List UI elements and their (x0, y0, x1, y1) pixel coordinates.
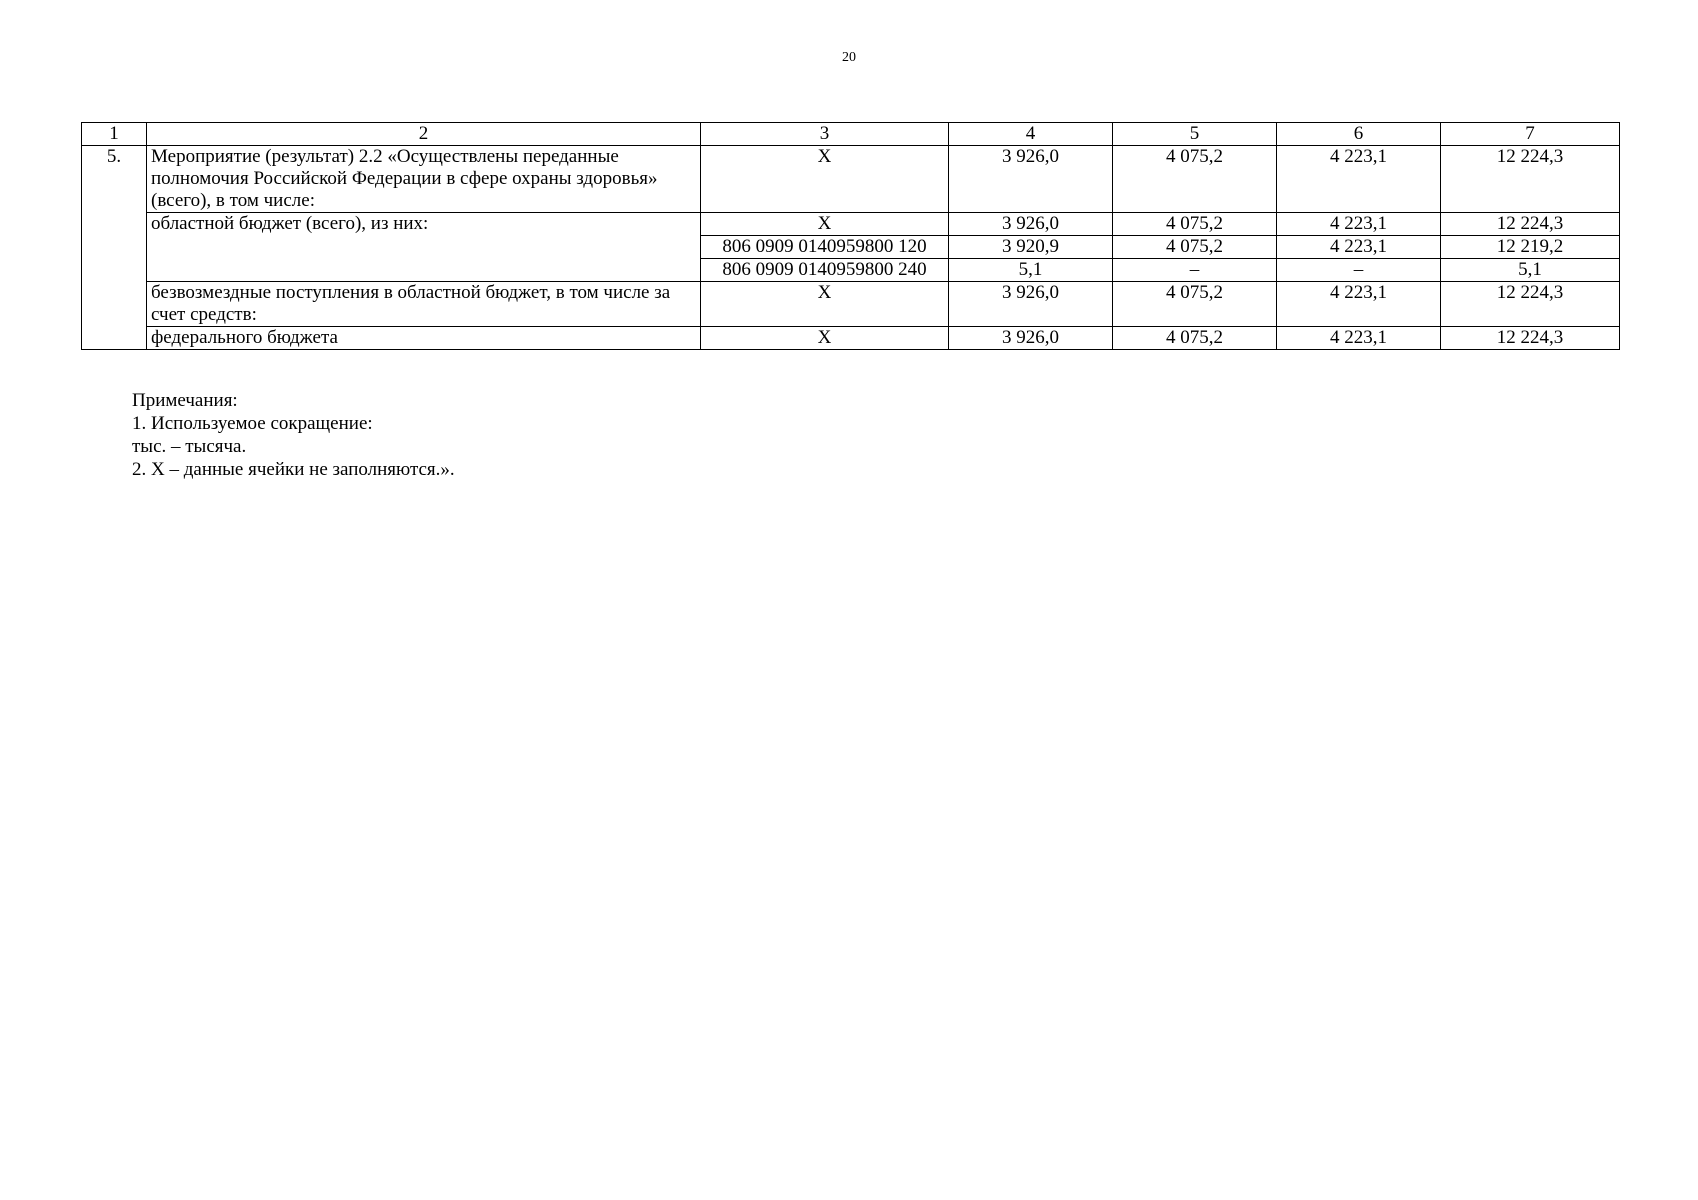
value-col-7: 12 224,3 (1441, 327, 1620, 350)
value-col-5: 4 075,2 (1113, 146, 1277, 213)
header-col-5: 5 (1113, 123, 1277, 146)
value-col-4: 3 926,0 (949, 213, 1113, 236)
note-item: тыс. – тысяча. (132, 436, 247, 457)
budget-code: Х (701, 327, 949, 350)
value-col-4: 3 920,9 (949, 236, 1113, 259)
header-col-6: 6 (1277, 123, 1441, 146)
value-col-6: – (1277, 259, 1441, 282)
value-col-7: 12 224,3 (1441, 213, 1620, 236)
row-name: безвозмездные поступления в областной бюджет, в том числе за счет средств: (147, 282, 701, 327)
value-col-6: 4 223,1 (1277, 282, 1441, 327)
table-row (82, 146, 1620, 213)
value-col-7: 12 224,3 (1441, 146, 1620, 213)
budget-code: Х (701, 213, 949, 236)
row-name: областной бюджет (всего), из них: (147, 213, 701, 282)
header-col-7: 7 (1441, 123, 1620, 146)
notes-title: Примечания: (132, 390, 238, 411)
value-col-5: – (1113, 259, 1277, 282)
budget-code: Х (701, 282, 949, 327)
row-number: 5. (82, 146, 147, 350)
header-col-4: 4 (949, 123, 1113, 146)
table-row (82, 327, 1620, 350)
row-name: федерального бюджета (147, 327, 701, 350)
header-col-1: 1 (82, 123, 147, 146)
table-header-row (82, 123, 1620, 146)
budget-code: 806 0909 0140959800 240 (701, 259, 949, 282)
notes-section (132, 389, 455, 481)
header-col-2: 2 (147, 123, 701, 146)
value-col-6: 4 223,1 (1277, 146, 1441, 213)
note-item: 2. Х – данные ячейки не заполняются.». (132, 459, 455, 480)
table-row (82, 213, 1620, 236)
value-col-7: 12 224,3 (1441, 282, 1620, 327)
value-col-5: 4 075,2 (1113, 282, 1277, 327)
budget-code: Х (701, 146, 949, 213)
note-item: 1. Используемое сокращение: (132, 413, 373, 434)
value-col-5: 4 075,2 (1113, 327, 1277, 350)
value-col-4: 3 926,0 (949, 327, 1113, 350)
value-col-4: 3 926,0 (949, 282, 1113, 327)
table-row (82, 282, 1620, 327)
value-col-4: 5,1 (949, 259, 1113, 282)
row-name: Мероприятие (результат) 2.2 «Осуществлены переданные полномочия Российской Федерации в сфере охраны здоровья» (всего), в том числе: (147, 146, 701, 213)
value-col-5: 4 075,2 (1113, 236, 1277, 259)
value-col-7: 12 219,2 (1441, 236, 1620, 259)
value-col-6: 4 223,1 (1277, 213, 1441, 236)
budget-code: 806 0909 0140959800 120 (701, 236, 949, 259)
page-number: 20 (842, 50, 856, 65)
value-col-5: 4 075,2 (1113, 213, 1277, 236)
value-col-7: 5,1 (1441, 259, 1620, 282)
budget-table (81, 122, 1620, 350)
header-col-3: 3 (701, 123, 949, 146)
value-col-4: 3 926,0 (949, 146, 1113, 213)
value-col-6: 4 223,1 (1277, 327, 1441, 350)
value-col-6: 4 223,1 (1277, 236, 1441, 259)
